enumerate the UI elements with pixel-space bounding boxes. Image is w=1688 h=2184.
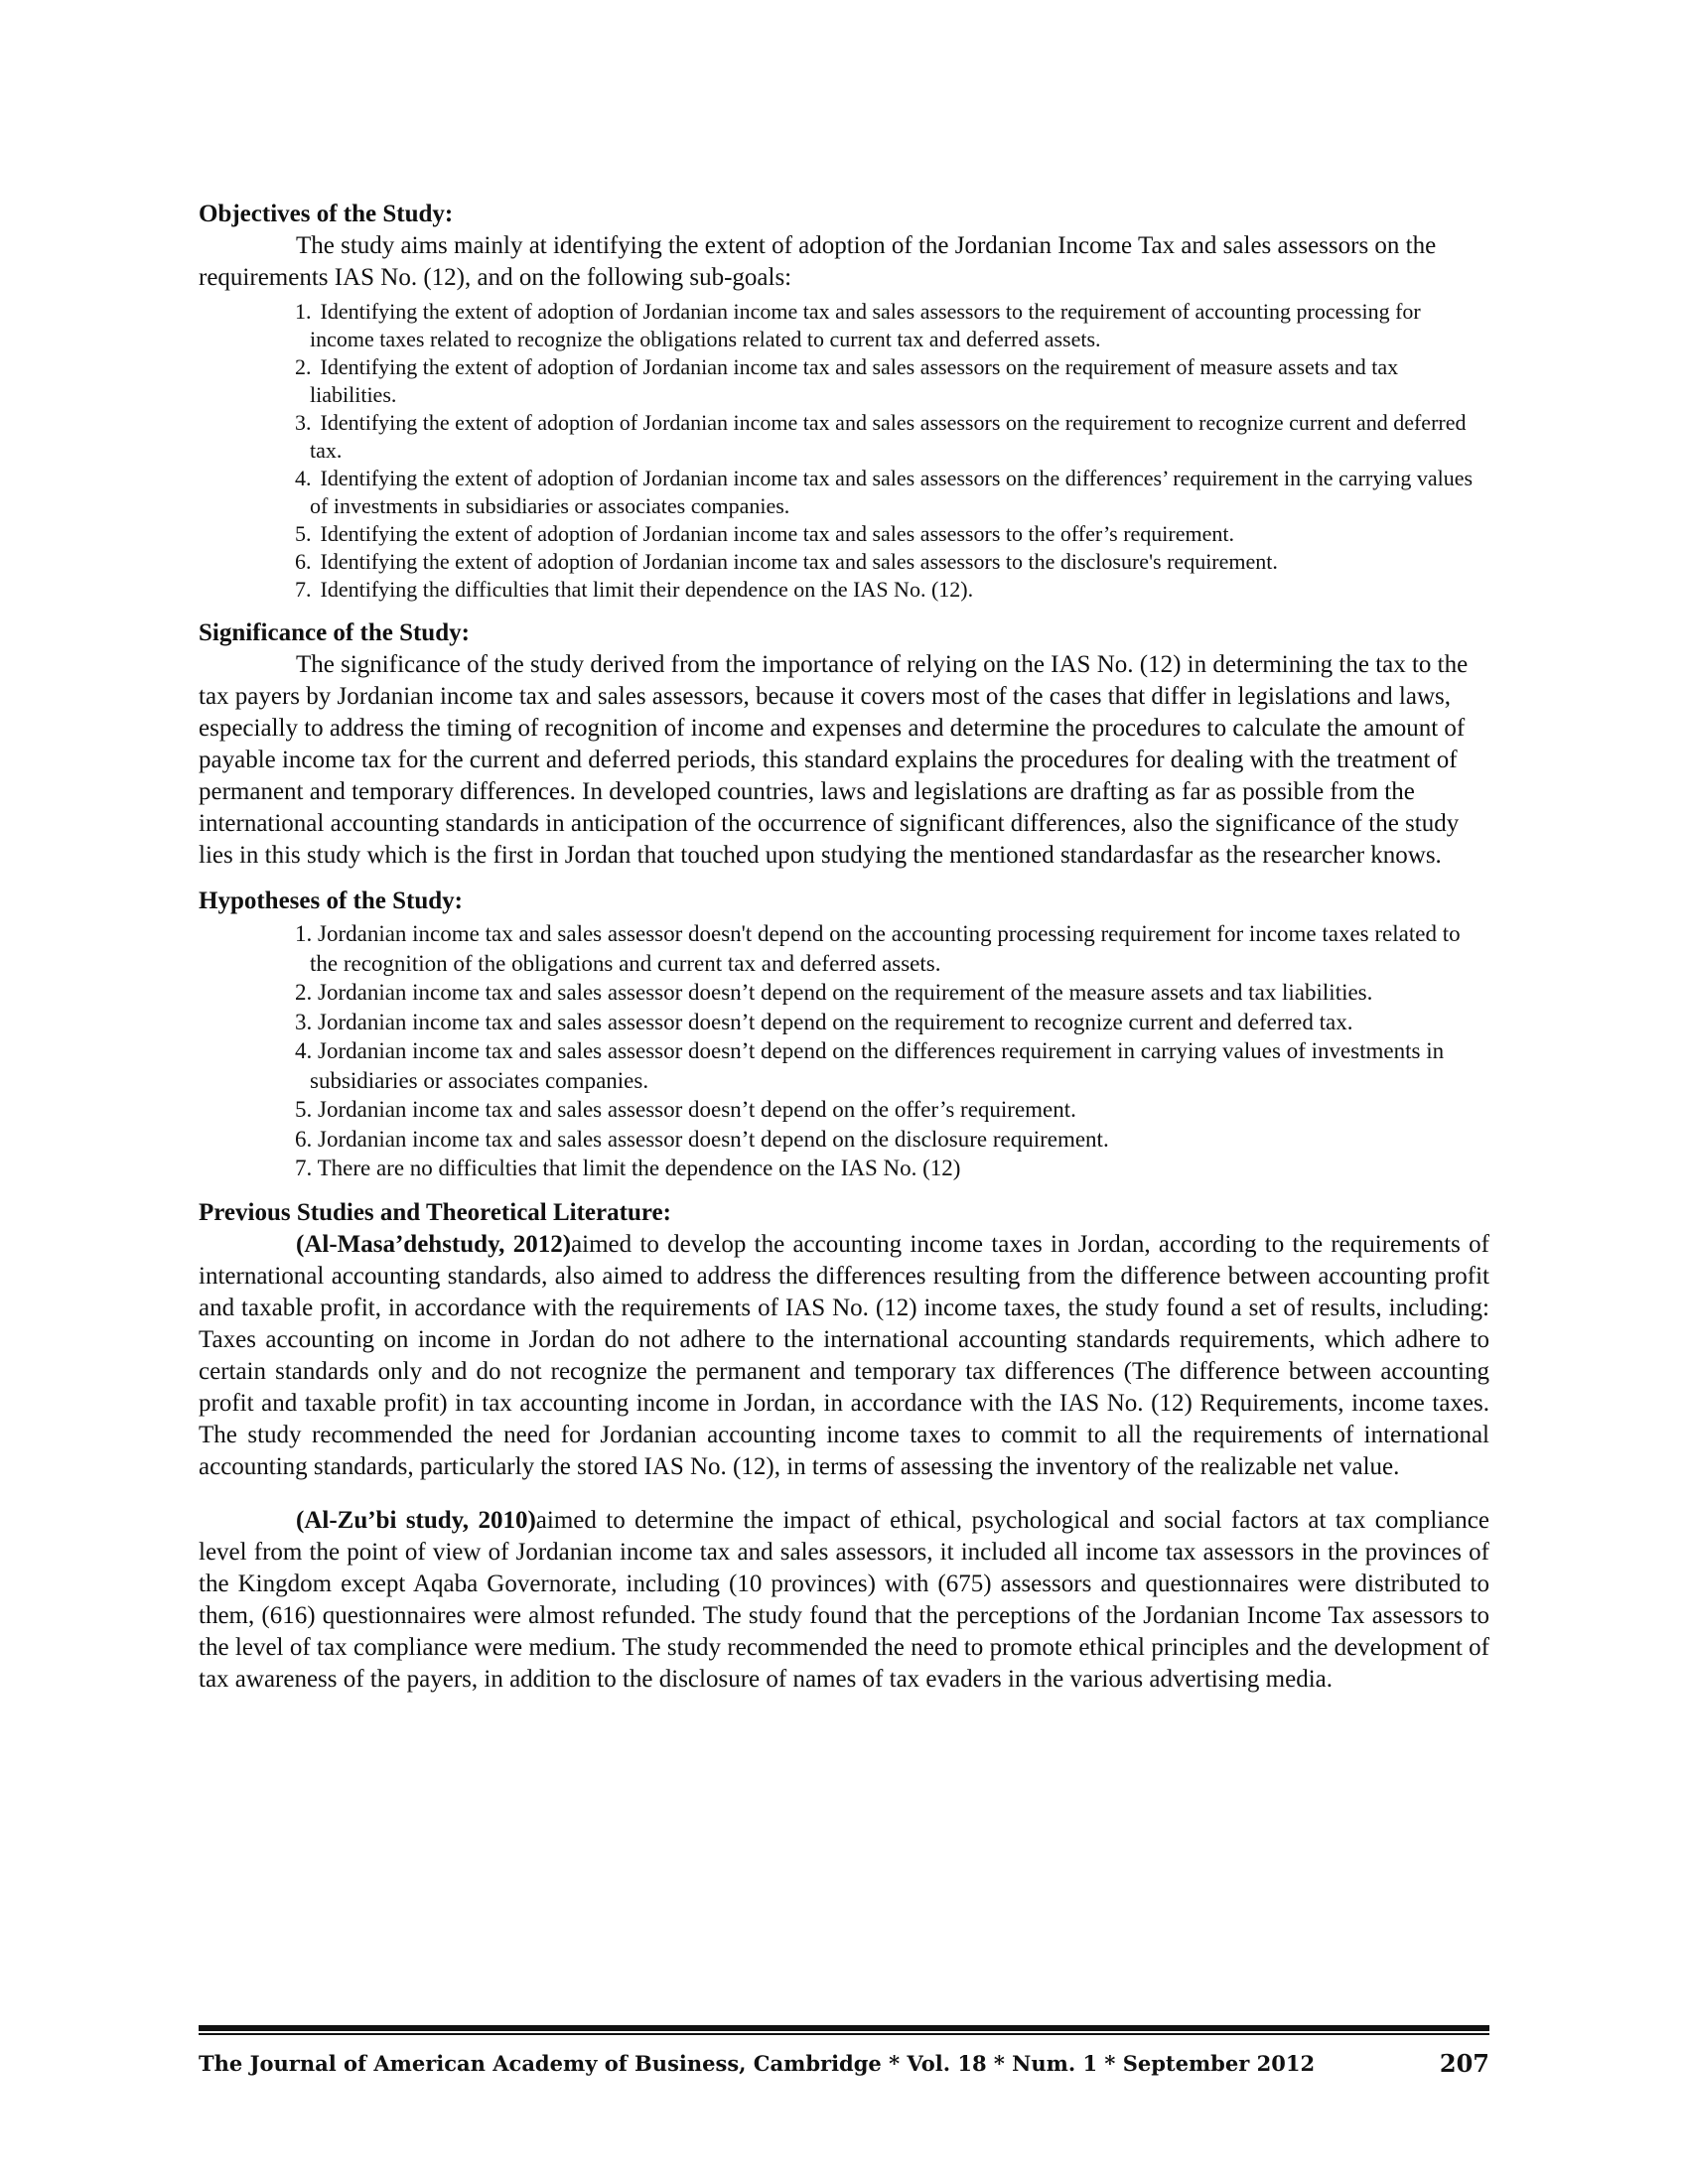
list-item: 4. Jordanian income tax and sales assessor doesn’t depend on the differences requirement in carrying values of investments in subsidiaries or associates companies.: [295, 1038, 1445, 1093]
list-item: 1. Jordanian income tax and sales assessor doesn't depend on the accounting processing requirement for income taxes related to the recognition of the obligations and current tax and deferred assets.: [295, 921, 1461, 976]
footer-rule: [199, 2025, 1489, 2035]
list-item: 2. Jordanian income tax and sales assessor doesn’t depend on the requirement of the measure assets and tax liabilities.: [295, 980, 1373, 1005]
list-item: 5. Identifying the extent of adoption of Jordanian income tax and sales assessors to the offer’s requirement.: [295, 521, 1234, 546]
list-item: 2. Identifying the extent of adoption of Jordanian income tax and sales assessors on the requirement of measure assets and tax liabilities.: [295, 354, 1399, 407]
previous-studies-heading: Previous Studies and Theoretical Literature:: [199, 1198, 671, 1226]
journal-citation: The Journal of American Academy of Business, Cambridge * Vol. 18 * Num. 1 * September 2012: [199, 2051, 1316, 2076]
study-citation: (Al-Masa’dehstudy, 2012): [296, 1230, 572, 1258]
list-item: 7. Identifying the difficulties that limit their dependence on the IAS No. (12).: [295, 577, 974, 602]
page-content: [199, 199, 1489, 1709]
objectives-intro: The study aims mainly at identifying the extent of adoption of the Jordanian Income Tax and sales assessors on the requirements IAS No. (12), and on the following sub-goals:: [199, 232, 1437, 291]
previous-studies-section: [199, 1197, 1489, 1696]
list-item: 4. Identifying the extent of adoption of Jordanian income tax and sales assessors on the differences’ requirement in the carrying values of investments in subsidiaries or associates companies.: [295, 466, 1474, 518]
list-item: 6. Jordanian income tax and sales assessor doesn’t depend on the disclosure requirement.: [295, 1126, 1109, 1152]
page-number: 207: [1439, 2049, 1489, 2078]
list-item: 7. There are no difficulties that limit the dependence on the IAS No. (12): [295, 1156, 961, 1180]
list-item: 5. Jordanian income tax and sales assessor doesn’t depend on the offer’s requirement.: [295, 1097, 1076, 1122]
study-paragraph-al-masadeh: (Al-Masa’dehstudy, 2012)aimed to develop the accounting income taxes in Jordan, according to the requirements of international accounting standards, also aimed to address the differences resulting from the difference between accounting profit and taxable profit, in accordance with the requirements of IAS No. (12) income taxes, the study found a set of results, including: Taxes accounting on income in Jordan do not adhere to the international accounting standards requirements, which adhere to certain standards only and do not recognize the permanent and temporary tax differences (The difference between accounting profit and taxable profit) in tax accounting income in Jordan, in accordance with the IAS No. (12) Requirements, income taxes. The study recommended the need for Jordanian accounting income taxes to commit to all the requirements of international accounting standards, particularly the stored IAS No. (12), in terms of assessing the inventory of the realizable net value.: [199, 1230, 1489, 1480]
significance-section: [199, 617, 1489, 872]
hypotheses-section: [199, 886, 1489, 1183]
list-item: 6. Identifying the extent of adoption of Jordanian income tax and sales assessors to the disclosure's requirement.: [295, 549, 1278, 574]
list-item: 1. Identifying the extent of adoption of Jordanian income tax and sales assessors to the requirement of accounting processing for income taxes related to recognize the obligations related to current tax and deferred assets.: [295, 299, 1421, 351]
objectives-heading: Objectives of the Study:: [199, 201, 454, 227]
hypotheses-list: [199, 919, 1489, 1183]
study-paragraph-al-zubi: (Al-Zu’bi study, 2010)aimed to determine the impact of ethical, psychological and social factors at tax compliance level from the point of view of Jordanian income tax and sales assessors, it included all income tax assessors in the provinces of the Kingdom except Aqaba Governorate, including (10 provinces) with (675) assessors and questionnaires were distributed to them, (616) questionnaires were almost refunded. The study found that the perceptions of the Jordanian Income Tax assessors to the level of tax compliance were medium. The study recommended the need to promote ethical principles and the development of tax awareness of the payers, in addition to the disclosure of names of tax evaders in the various advertising media.: [199, 1506, 1490, 1693]
objectives-list: [199, 298, 1489, 604]
hypotheses-heading: Hypotheses of the Study:: [199, 887, 463, 914]
study-citation: (Al-Zu’bi study, 2010): [296, 1506, 536, 1534]
significance-heading: Significance of the Study:: [199, 619, 470, 646]
objectives-section: [199, 199, 1489, 604]
significance-body: The significance of the study derived from the importance of relying on the IAS No. (12) in determining the tax to the tax payers by Jordanian income tax and sales assessors, because it covers most of the cases that differ in legislations and laws, especially to address the timing of recognition of income and expenses and determine the procedures to calculate the amount of payable income tax for the current and deferred periods, this standard explains the procedures for dealing with the treatment of permanent and temporary differences. In developed countries, laws and legislations are drafting as far as possible from the international accounting standards in anticipation of the occurrence of significant differences, also the significance of the study lies in this study which is the first in Jordan that touched upon studying the mentioned standardasfar as the researcher knows.: [199, 651, 1469, 869]
list-item: 3. Identifying the extent of adoption of Jordanian income tax and sales assessors on the requirement to recognize current and deferred tax.: [295, 410, 1467, 463]
list-item: 3. Jordanian income tax and sales assessor doesn’t depend on the requirement to recognize current and deferred tax.: [295, 1009, 1353, 1034]
